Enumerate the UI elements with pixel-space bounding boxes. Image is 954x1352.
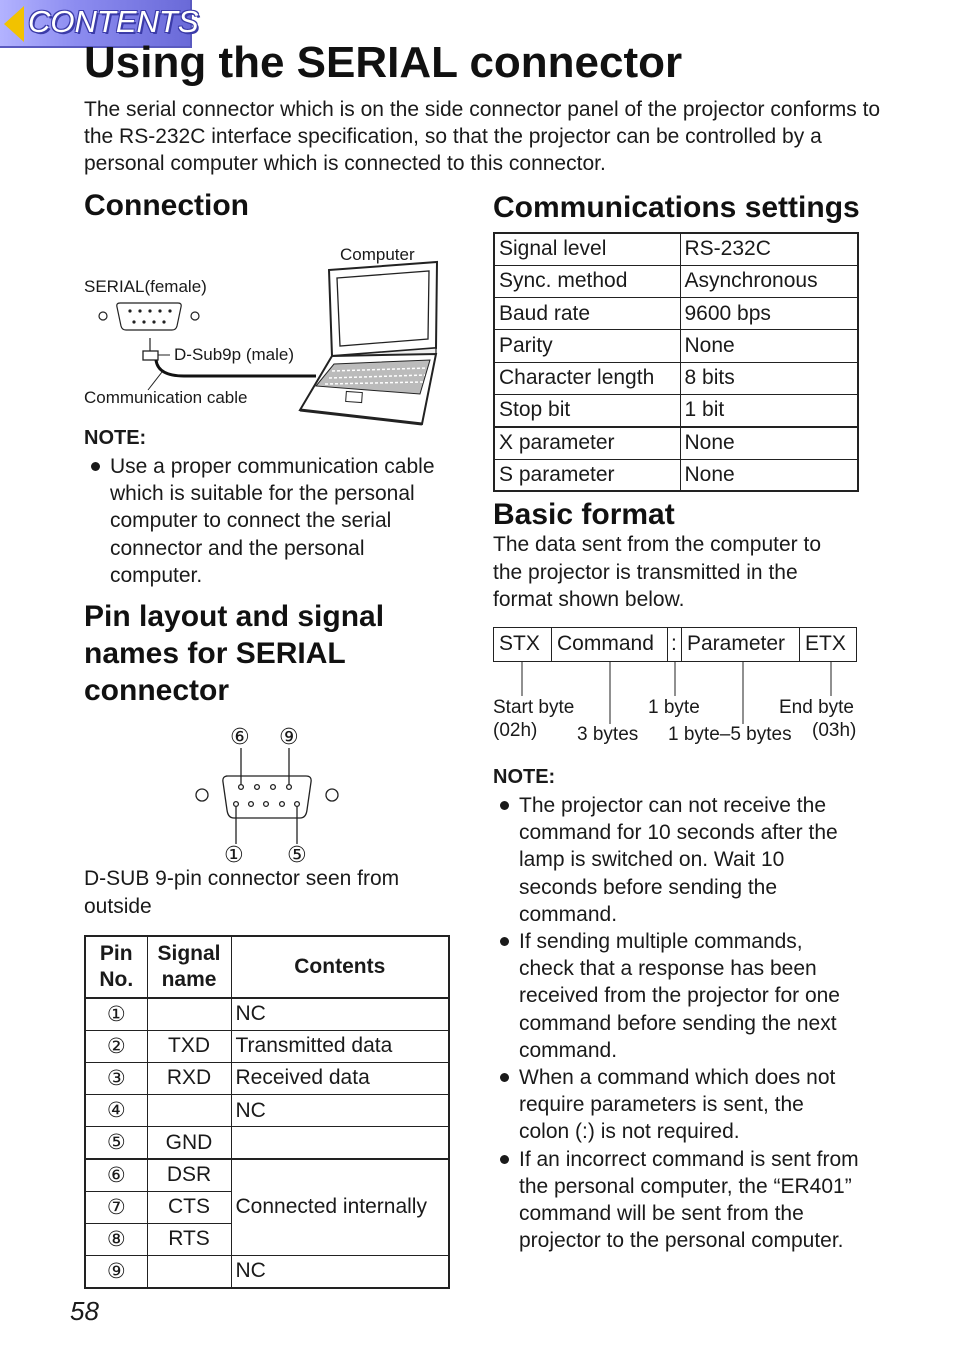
table-row	[494, 233, 858, 265]
signal-cell: RXD	[147, 1062, 231, 1094]
setting-key: X parameter	[494, 427, 680, 459]
list-item: The projector can not receive the command for 10 seconds after the lamp is switched on. Wait 10 seconds before sending the command.	[493, 792, 859, 928]
setting-value: None	[680, 427, 858, 459]
pin-cell: ⑨	[85, 1256, 147, 1288]
table-row	[494, 298, 858, 330]
format-stx: STX	[494, 628, 552, 661]
connection-heading: Connection	[84, 189, 249, 222]
table-row	[85, 1127, 449, 1159]
table-row	[85, 1030, 449, 1062]
table-row	[85, 1256, 449, 1288]
start-code-label: (02h)	[493, 720, 538, 741]
table-row	[85, 1062, 449, 1094]
contents-cell: Received data	[231, 1062, 449, 1094]
serial-female-label: SERIAL(female)	[84, 277, 207, 296]
dsub9-pin-diagram	[190, 726, 350, 866]
list-item: Use a proper communication cable which is suitable for the personal computer to connect the serial connector and the personal computer.	[84, 453, 454, 589]
setting-value: 1 bit	[680, 394, 858, 426]
param-bytes-label: 1 byte–5 bytes	[668, 724, 792, 745]
comm-settings-heading: Communications settings	[493, 191, 860, 224]
table-row	[85, 998, 449, 1030]
end-byte-label: End byte	[779, 697, 854, 718]
table-row	[494, 330, 858, 362]
setting-value: RS-232C	[680, 233, 858, 265]
signal-cell: GND	[147, 1127, 231, 1159]
setting-value: None	[680, 459, 858, 491]
contents-header: Contents	[231, 936, 449, 998]
contents-label: CONTENTS	[28, 4, 199, 39]
table-row	[85, 1095, 449, 1127]
contents-cell	[231, 1127, 449, 1159]
format-parameter: Parameter	[682, 628, 800, 661]
start-byte-label: Start byte	[493, 697, 575, 718]
pin-1-label: ①	[224, 842, 244, 867]
comm-settings-table	[493, 232, 859, 492]
signal-cell: TXD	[147, 1030, 231, 1062]
signal-cell: CTS	[147, 1191, 231, 1223]
setting-value: Asynchronous	[680, 265, 858, 297]
setting-key: Sync. method	[494, 265, 680, 297]
pin-5-label: ⑤	[287, 842, 307, 867]
signal-cell	[147, 1256, 231, 1288]
computer-label: Computer	[340, 245, 415, 264]
table-row	[494, 427, 858, 459]
basic-format-heading: Basic format	[493, 498, 675, 531]
one-byte-label: 1 byte	[648, 697, 700, 718]
pin-cell: ③	[85, 1062, 147, 1094]
setting-key: Character length	[494, 362, 680, 394]
pin-9-label: ⑨	[279, 724, 299, 749]
table-row	[494, 394, 858, 426]
contents-cell: NC	[231, 1256, 449, 1288]
table-row	[494, 459, 858, 491]
pin-cell: ①	[85, 998, 147, 1030]
serial-connector-icon	[99, 303, 199, 330]
signal-cell: DSR	[147, 1159, 231, 1191]
table-row	[494, 362, 858, 394]
list-item: If an incorrect command is sent from the personal computer, the “ER401” command will be sent from the projector to the personal computer.	[493, 1146, 859, 1255]
setting-key: Stop bit	[494, 394, 680, 426]
signal-cell	[147, 998, 231, 1030]
page-title: Using the SERIAL connector	[84, 38, 683, 87]
contents-cell: NC	[231, 998, 449, 1030]
setting-key: Parity	[494, 330, 680, 362]
contents-cell: NC	[231, 1095, 449, 1127]
format-note-list	[493, 792, 859, 1254]
pin-no-header: Pin No.	[85, 936, 147, 998]
page-number: 58	[70, 1296, 99, 1326]
laptop-computer-icon	[300, 262, 437, 424]
communication-cable-label: Communication cable	[84, 388, 248, 407]
pin-diagram-caption: D-SUB 9-pin connector seen from outside	[84, 867, 400, 918]
setting-value: None	[680, 330, 858, 362]
pin-cell: ⑧	[85, 1223, 147, 1255]
pin-cell: ⑤	[85, 1127, 147, 1159]
table-row	[494, 265, 858, 297]
pin-cell: ⑥	[85, 1159, 147, 1191]
end-code-label: (03h)	[812, 720, 857, 741]
connection-note-list	[84, 453, 454, 589]
signal-cell: RTS	[147, 1223, 231, 1255]
format-strip	[493, 627, 857, 662]
back-arrow-icon	[4, 6, 24, 42]
pin-cell: ④	[85, 1095, 147, 1127]
format-etx: ETX	[805, 632, 846, 655]
setting-key: Signal level	[494, 233, 680, 265]
format-colon: :	[668, 628, 682, 661]
format-command: Command	[552, 628, 668, 661]
pin-6-label: ⑥	[230, 724, 250, 749]
connection-note-heading: NOTE:	[84, 427, 147, 449]
connected-internally-cell: Connected internally	[231, 1159, 449, 1256]
pin-layout-heading: Pin layout and signal names for SERIAL connector	[84, 600, 385, 707]
three-bytes-label: 3 bytes	[577, 724, 639, 745]
table-row	[85, 1159, 449, 1191]
list-item: When a command which does not require parameters is sent, the colon (:) is not required.	[493, 1064, 859, 1146]
setting-value: 9600 bps	[680, 298, 858, 330]
contents-cell: Transmitted data	[231, 1030, 449, 1062]
intro-paragraph: The serial connector which is on the side connector panel of the projector conforms to the RS-232C interface specification, so that the projector can be controlled by a personal computer which is connected to this connector.	[84, 98, 881, 175]
pin-cell: ⑦	[85, 1191, 147, 1223]
basic-format-text: The data sent from the computer to the projector is transmitted in the format shown below.	[493, 533, 822, 611]
list-item: If sending multiple commands, check that a response has been received from the projector for one command before sending the next command.	[493, 928, 859, 1064]
signal-name-header: Signal name	[147, 936, 231, 998]
setting-key: S parameter	[494, 459, 680, 491]
pin-signal-table	[84, 935, 450, 1289]
dsub-male-label: D-Sub9p (male)	[174, 345, 294, 364]
pin-cell: ②	[85, 1030, 147, 1062]
format-note-heading: NOTE:	[493, 766, 556, 788]
setting-key: Baud rate	[494, 298, 680, 330]
setting-value: 8 bits	[680, 362, 858, 394]
signal-cell	[147, 1095, 231, 1127]
